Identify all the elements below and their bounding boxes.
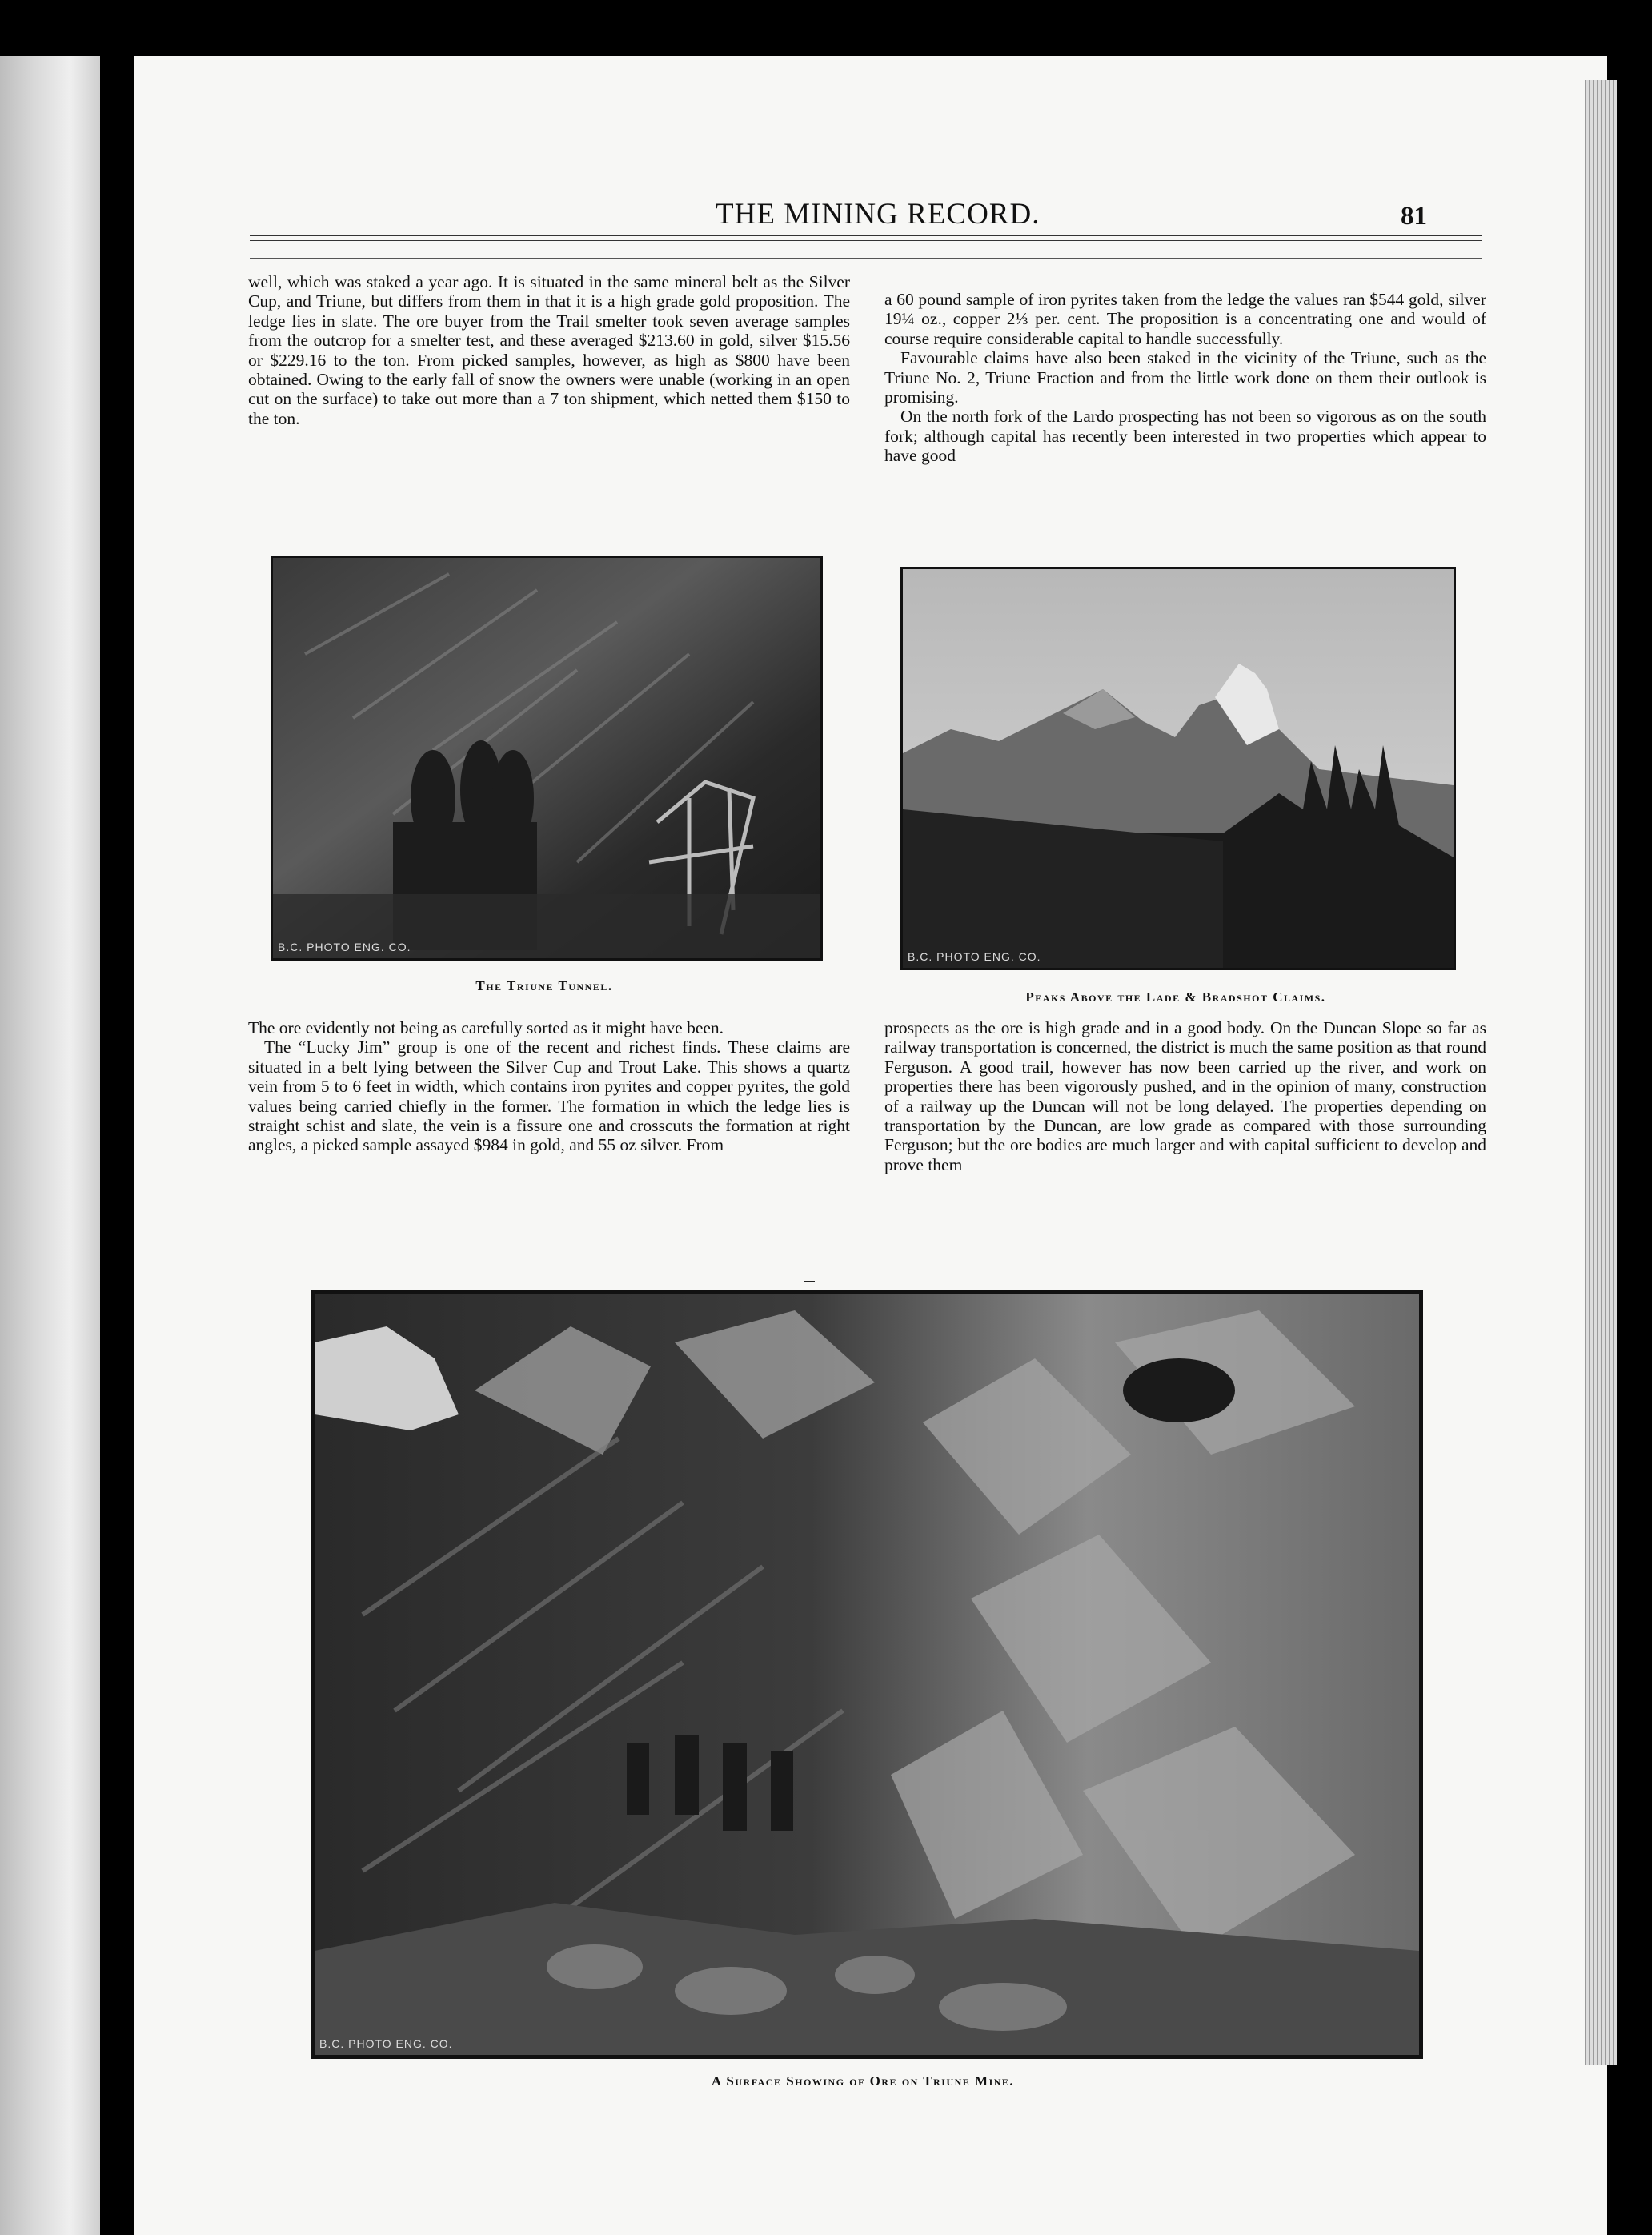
- header-rule-lower: [250, 258, 1482, 259]
- paragraph: well, which was staked a year ago. It is situated in the same mineral belt as the Silver Cup, and Triune, but differs from them in that it is a high grade gold proposition. The ledge lies in slate. The ore buyer from the Trail smelter took seven average samples from the outcrop for a smelter test, and these averaged $213.60 in gold, silver $15.56 or $229.16 to the ton. From picked samples, however, as high as $800 have been obtained. Owing to the early fall of snow the owners were unable (working in an open cut on the surface) to take out more than a 7 ton shipment, which netted them $150 to the ton.: [248, 272, 850, 428]
- photo-triune-tunnel: [271, 556, 823, 961]
- paragraph: On the north fork of the Lardo prospecting has not been so vigorous as on the south fork; although capital has recently been interested in two properties which appear to have good: [884, 407, 1486, 466]
- paragraph: The ore evidently not being as carefully sorted as it might have been.: [248, 1018, 724, 1037]
- text-column-right-top: [884, 290, 1486, 466]
- paragraph: a 60 pound sample of iron pyrites taken from the ledge the values ran $544 gold, silver 19¼ oz., copper 2⅓ per. cent. The proposition is a concentrating one and would of course require considerable capital to handle successfully.: [884, 290, 1486, 348]
- paragraph: prospects as the ore is high grade and in a good body. On the Duncan Slope so far as railway transportation is concerned, the district is much the same position as that round Ferguson. A good trail, however has now been carried up the river, and work on properties there has been vigorously pushed, and in the opinion of many, construction of a railway up the Duncan will not be long delayed. The properties depending on transportation by the Duncan, are low grade as compared with those surrounding Ferguson; but the ore bodies are much larger and with capital sufficient to develop and prove them: [884, 1018, 1486, 1174]
- binding-edge: [0, 56, 100, 2235]
- page-number: 81: [1401, 202, 1427, 231]
- caption-peaks: Peaks Above the Lade & Bradshot Claims.: [1025, 989, 1326, 1005]
- caption-surface-showing: A Surface Showing of Ore on Triune Mine.: [711, 2073, 1015, 2089]
- header-rule-thin: [250, 240, 1482, 241]
- running-head: THE MINING RECORD.: [716, 198, 1041, 231]
- text-column-left-top: [248, 272, 850, 428]
- header-rule: [250, 235, 1482, 236]
- photo-credit: B.C. PHOTO ENG. CO.: [908, 950, 1041, 963]
- page-mark: [804, 1281, 815, 1282]
- paragraph: The “Lucky Jim” group is one of the recent and richest finds. These claims are situated in a belt lying between the Silver Cup and Trout Lake. This shows a quartz vein from 5 to 6 feet in width, which contains iron pyrites and copper pyrites, the gold values being carried chiefly in the former. The formation in which the ledge lies is straight schist and slate, the vein is a fissure one and crosscuts the formation at right angles, a picked sample assayed $984 in gold, and 55 oz silver. From: [248, 1037, 850, 1155]
- caption-triune-tunnel: The Triune Tunnel.: [475, 978, 613, 993]
- page-stack-edge: [1585, 80, 1617, 2065]
- photo-peaks: [900, 567, 1456, 970]
- text-column-left-bottom: [248, 1018, 850, 1155]
- photo-surface-showing: [311, 1290, 1423, 2059]
- photo-credit: B.C. PHOTO ENG. CO.: [278, 941, 411, 953]
- paragraph: Favourable claims have also been staked in the vicinity of the Triune, such as the Triune No. 2, Triune Fraction and from the little work done on them their outlook is promising.: [884, 348, 1486, 407]
- text-column-right-bottom: [884, 1018, 1486, 1174]
- photo-credit: B.C. PHOTO ENG. CO.: [319, 2037, 453, 2050]
